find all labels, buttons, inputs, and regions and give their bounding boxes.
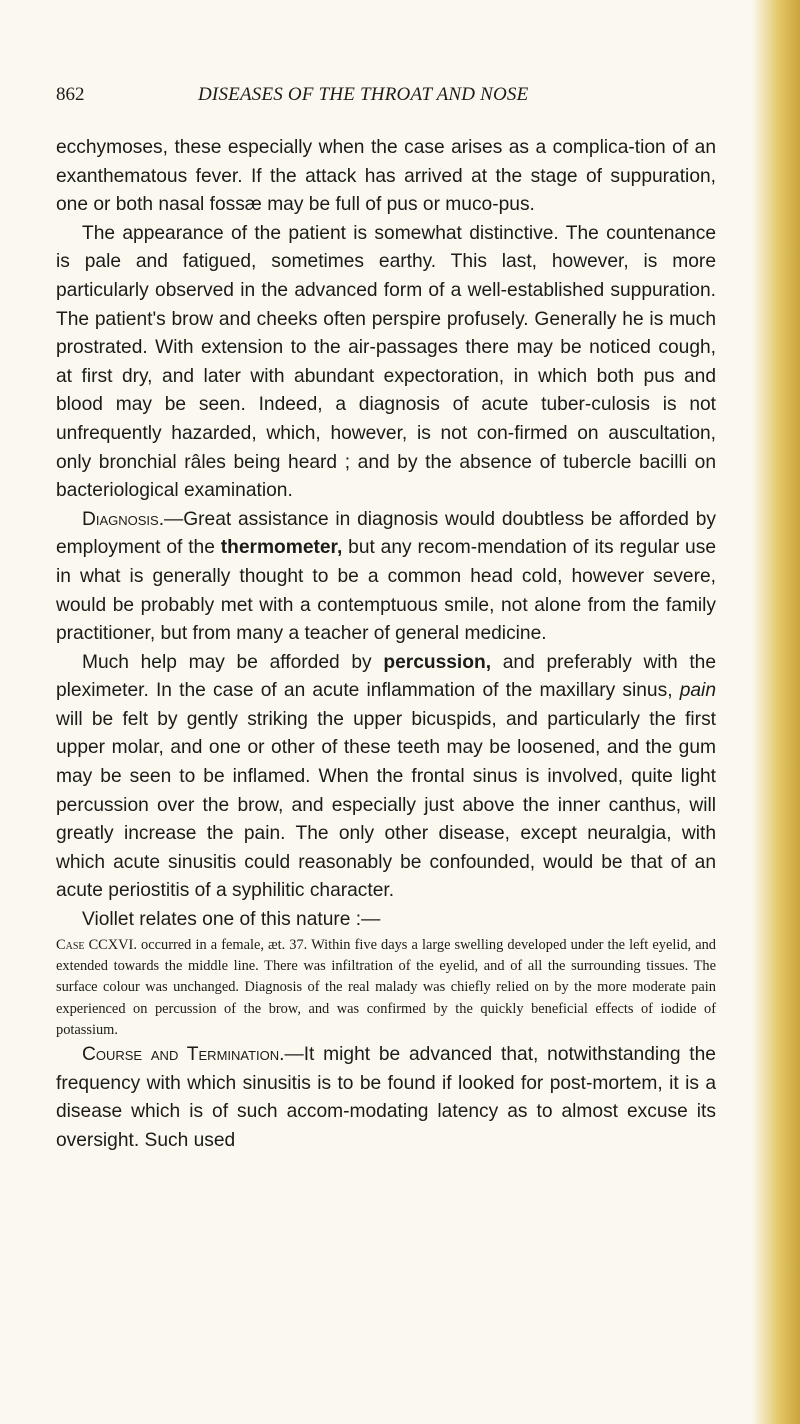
diagnosis-heading: Diagnosis. [82, 508, 165, 530]
diagnosis-text-before: —Great assistance in diagnosis would doubtless be afforded by employment of the [56, 508, 716, 559]
paragraph-percussion [56, 649, 716, 906]
case-label: Case CCXVI. [56, 936, 137, 953]
term-thermometer: thermometer, [220, 537, 343, 559]
percussion-text-before: Much help may be afforded by [82, 651, 384, 673]
running-title: DISEASES OF THE THROAT AND NOSE [198, 84, 529, 105]
paragraph-appearance: The appearance of the patient is somewhat distinctive. The countenance is pale and fatigued, sometimes earthy. This last, however, is more particularly observed in the advanced form of a well-established suppuration. The patient's brow and cheeks often perspire profusely. Generally he is much prostrated. With extension to the air-passages there may be noticed cough, at first dry, and later with abundant expectoration, in which both pus and blood may be seen. Indeed, a diagnosis of acute tuber-culosis is not unfrequently hazarded, which, however, is not con-firmed on auscultation, only bronchial râles being heard ; and by the absence of tubercle bacilli on bacteriological examination. [56, 222, 716, 502]
course-heading: Course and Termination. [82, 1044, 285, 1066]
case-report [56, 935, 716, 1041]
page-header [56, 84, 716, 114]
body-text [56, 134, 716, 1155]
page-edge-shading [752, 0, 800, 1424]
page-number: 862 [56, 84, 85, 105]
paragraph-diagnosis [56, 506, 716, 649]
paragraph-course [56, 1041, 716, 1155]
term-percussion: percussion, [383, 651, 492, 673]
paragraph-viollet: Viollet relates one of this nature :— [82, 909, 381, 931]
paragraph-continuation: ecchymoses, these especially when the case arises as a complica-tion of an exanthematous fever. If the attack has arrived at the stage of suppuration, one or both nasal fossæ may be full of pus or muco-pus. [56, 137, 716, 216]
percussion-text-mid: and preferably with the pleximeter. In the case of an acute inflammation of the maxillary sinus, [56, 651, 716, 702]
course-text: —It might be advanced that, notwithstanding the frequency with which sinusitis is to be found if looked for post-mortem, it is a disease which is of such accom-modating latency as to almost excuse its oversight. Such used [56, 1044, 716, 1151]
term-pain: pain [679, 680, 716, 702]
percussion-text-after: will be felt by gently striking the upper bicuspids, and particularly the first upper molar, and one or other of these teeth may be loosened, and the gum may be seen to be inflamed. When the frontal sinus is involved, quite light percussion over the brow, and especially just above the inner canthus, will greatly increase the pain. The only other disease, except neuralgia, with which acute sinusitis could reasonably be confounded, would be that of an acute periostitis of a syphilitic character. [56, 708, 716, 902]
case-text: occurred in a female, æt. 37. Within five days a large swelling developed under the left eyelid, and extended towards the middle line. There was infiltration of the eyelid, and of all the surrounding tissues. The surface colour was unchanged. Diagnosis of the real malady was chiefly relied on by the more moderate pain experienced on percussion of the brow, and was confirmed by the quickly beneficial effects of iodide of potassium. [56, 936, 716, 1038]
diagnosis-text-after: but any recom-mendation of its regular use in what is generally thought to be a common head cold, however severe, would be probably met with a contemptuous smile, not alone from the family practitioner, but from many a teacher of general medicine. [56, 537, 716, 645]
